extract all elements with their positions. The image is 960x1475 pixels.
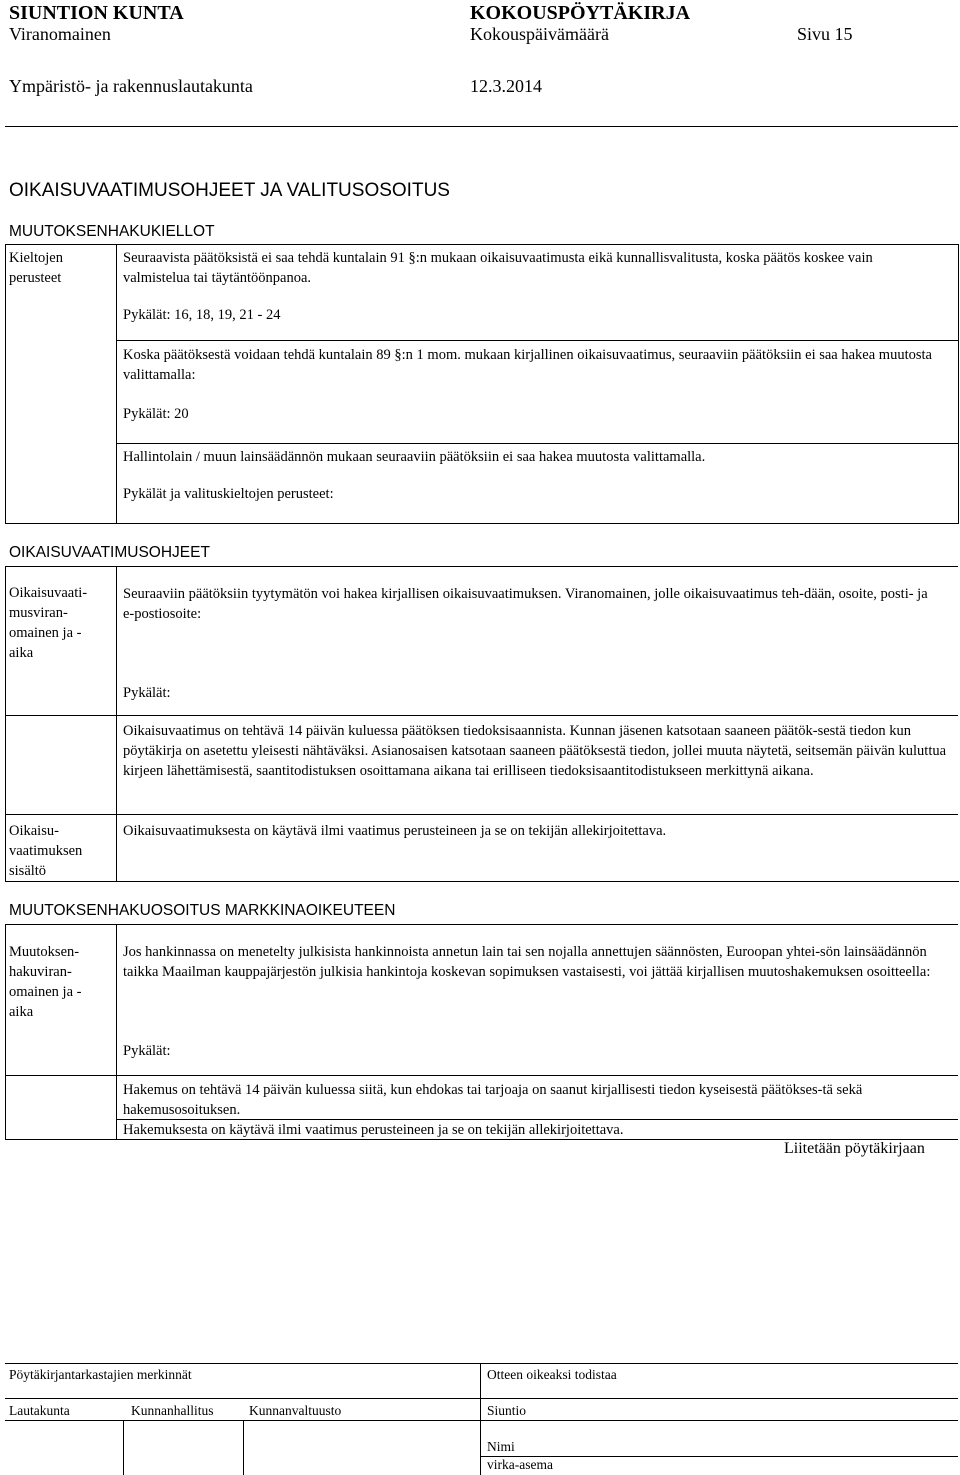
divider <box>958 244 959 523</box>
reviewers-label: Pöytäkirjantarkastajien merkinnät <box>9 1367 192 1382</box>
prohibitions-p3-sections: Pykälät ja valituskieltojen perusteet: <box>123 486 334 502</box>
divider <box>5 244 6 523</box>
rectification-p3: Oikaisuvaatimuksesta on käytävä ilmi vaatimus perusteineen ja se on tekijän allekirjoitettava. <box>123 823 667 839</box>
divider <box>116 924 117 1139</box>
rectification-authority-label: Oikaisuvaati-musviran-omainen ja -aika <box>9 585 88 661</box>
divider <box>243 1420 244 1475</box>
prohibitions-label: Kieltojen perusteet <box>9 250 63 286</box>
divider <box>116 443 958 444</box>
date-label: Kokouspäivämäärä <box>470 24 609 44</box>
appeal-p1: Jos hankinnassa on menetelty julkisista hankinnoista annetun lain tai sen nojalla annettujen säännösten, Euroopan yhtei-sön lainsäädännön taikka Maailman kauppajärjestön julkisia hankintoja koskevan sopimuksen vastaisesti, voi jättää kirjallisen muutoshakemuksen osoitteella: <box>123 944 931 980</box>
appeal-p2: Hakemus on tehtävä 14 päivän kuluessa siitä, kun ehdokas tai tarjoaja on saanut kirjallisesti tiedon kyseisestä päätökses-tä sekä hakemusosoituksen. <box>123 1082 863 1118</box>
rectification-content-label: Oikaisu-vaatimuksen sisältö <box>9 823 83 879</box>
divider <box>5 244 958 245</box>
authority-name: Ympäristö- ja rakennuslautakunta <box>9 76 253 96</box>
divider <box>5 924 958 925</box>
divider <box>5 715 958 716</box>
org-name: SIUNTION KUNTA <box>9 2 184 24</box>
footer-col-council: Kunnanvaltuusto <box>249 1403 342 1418</box>
authority-label: Viranomainen <box>9 24 111 44</box>
divider <box>5 1398 958 1399</box>
divider <box>123 1420 124 1475</box>
divider <box>5 881 959 882</box>
footer-col-municipal-board: Kunnanhallitus <box>131 1403 214 1418</box>
rectification-p2: Oikaisuvaatimus on tehtävä 14 päivän kuluessa päätöksen tiedoksisaannista. Kunnan jäsenen katsotaan saaneen päätök-sestä tiedon kun pöytäkirja on asetettu yleisesti nähtäväksi. Asianosaisen katsotaan saaneen päätöksestä tiedon, jollei muuta näytetä, seitsemän päivän kuluttua kirjeen lähettämisestä, saantitodistuksen osoittamana aikana tai erilliseen tiedoksisaantitodistukseen merkittynä aikana. <box>123 723 947 779</box>
divider <box>5 814 958 815</box>
appeal-heading: MUUTOKSENHAKUOSOITUS MARKKINAOIKEUTEEN <box>9 902 396 919</box>
footer-place: Siuntio <box>487 1403 527 1418</box>
rectification-p1-sections: Pykälät: <box>123 685 171 701</box>
doc-type: KOKOUSPÖYTÄKIRJA <box>470 2 691 24</box>
page-number: Sivu 15 <box>797 24 853 44</box>
appeal-p1-sections: Pykälät: <box>123 1043 171 1059</box>
divider <box>5 1420 958 1421</box>
divider <box>116 244 117 523</box>
footer-divider <box>5 1363 958 1364</box>
prohibitions-p3: Hallintolain / muun lainsäädännön mukaan seuraaviin päätöksiin ei saa hakea muutosta valittamalla. <box>123 449 706 465</box>
certified-label: Otteen oikeaksi todistaa <box>487 1367 617 1382</box>
appeal-authority-label: Muutoksen-hakuviran-omainen ja -aika <box>9 944 82 1020</box>
attached-note: Liitetään pöytäkirjaan <box>784 1140 925 1157</box>
divider <box>116 566 117 881</box>
divider <box>480 1363 481 1475</box>
footer-col-board: Lautakunta <box>9 1403 70 1418</box>
prohibitions-p1-sections: Pykälät: 16, 18, 19, 21 - 24 <box>123 307 281 323</box>
rectification-p1: Seuraaviin päätöksiin tyytymätön voi hakea kirjallisen oikaisuvaatimuksen. Viranomainen, jolle oikaisuvaatimus teh-dään, osoite, posti- ja e-postiosoite: <box>123 586 928 622</box>
divider <box>5 523 959 524</box>
footer-name: Nimi <box>487 1439 515 1454</box>
header-divider <box>5 126 958 127</box>
prohibitions-p1: Seuraavista päätöksistä ei saa tehdä kuntalain 91 §:n mukaan oikaisuvaatimusta eikä kunnallisvalitusta, koska päätös koskee vain valmistelua tai täytäntöönpanoa. <box>123 250 873 286</box>
rectification-heading: OIKAISUVAATIMUSOHJEET <box>9 544 210 561</box>
divider <box>5 566 6 881</box>
divider <box>116 340 958 341</box>
divider <box>5 924 6 1139</box>
divider <box>5 1075 958 1076</box>
footer-title: virka-asema <box>487 1457 553 1472</box>
prohibitions-p2-sections: Pykälät: 20 <box>123 406 189 422</box>
appeal-p3: Hakemuksesta on käytävä ilmi vaatimus perusteineen ja se on tekijän allekirjoitettava. <box>123 1122 624 1138</box>
divider <box>5 566 958 567</box>
meeting-date: 12.3.2014 <box>470 76 542 96</box>
page-title: OIKAISUVAATIMUSOHJEET JA VALITUSOSOITUS <box>9 180 450 201</box>
prohibitions-heading: MUUTOKSENHAKUKIELLOT <box>9 223 215 240</box>
prohibitions-p2: Koska päätöksestä voidaan tehdä kuntalain 89 §:n 1 mom. mukaan kirjallinen oikaisuvaatimus, seuraaviin päätöksiin ei saa hakea muutosta valittamalla: <box>123 347 932 383</box>
